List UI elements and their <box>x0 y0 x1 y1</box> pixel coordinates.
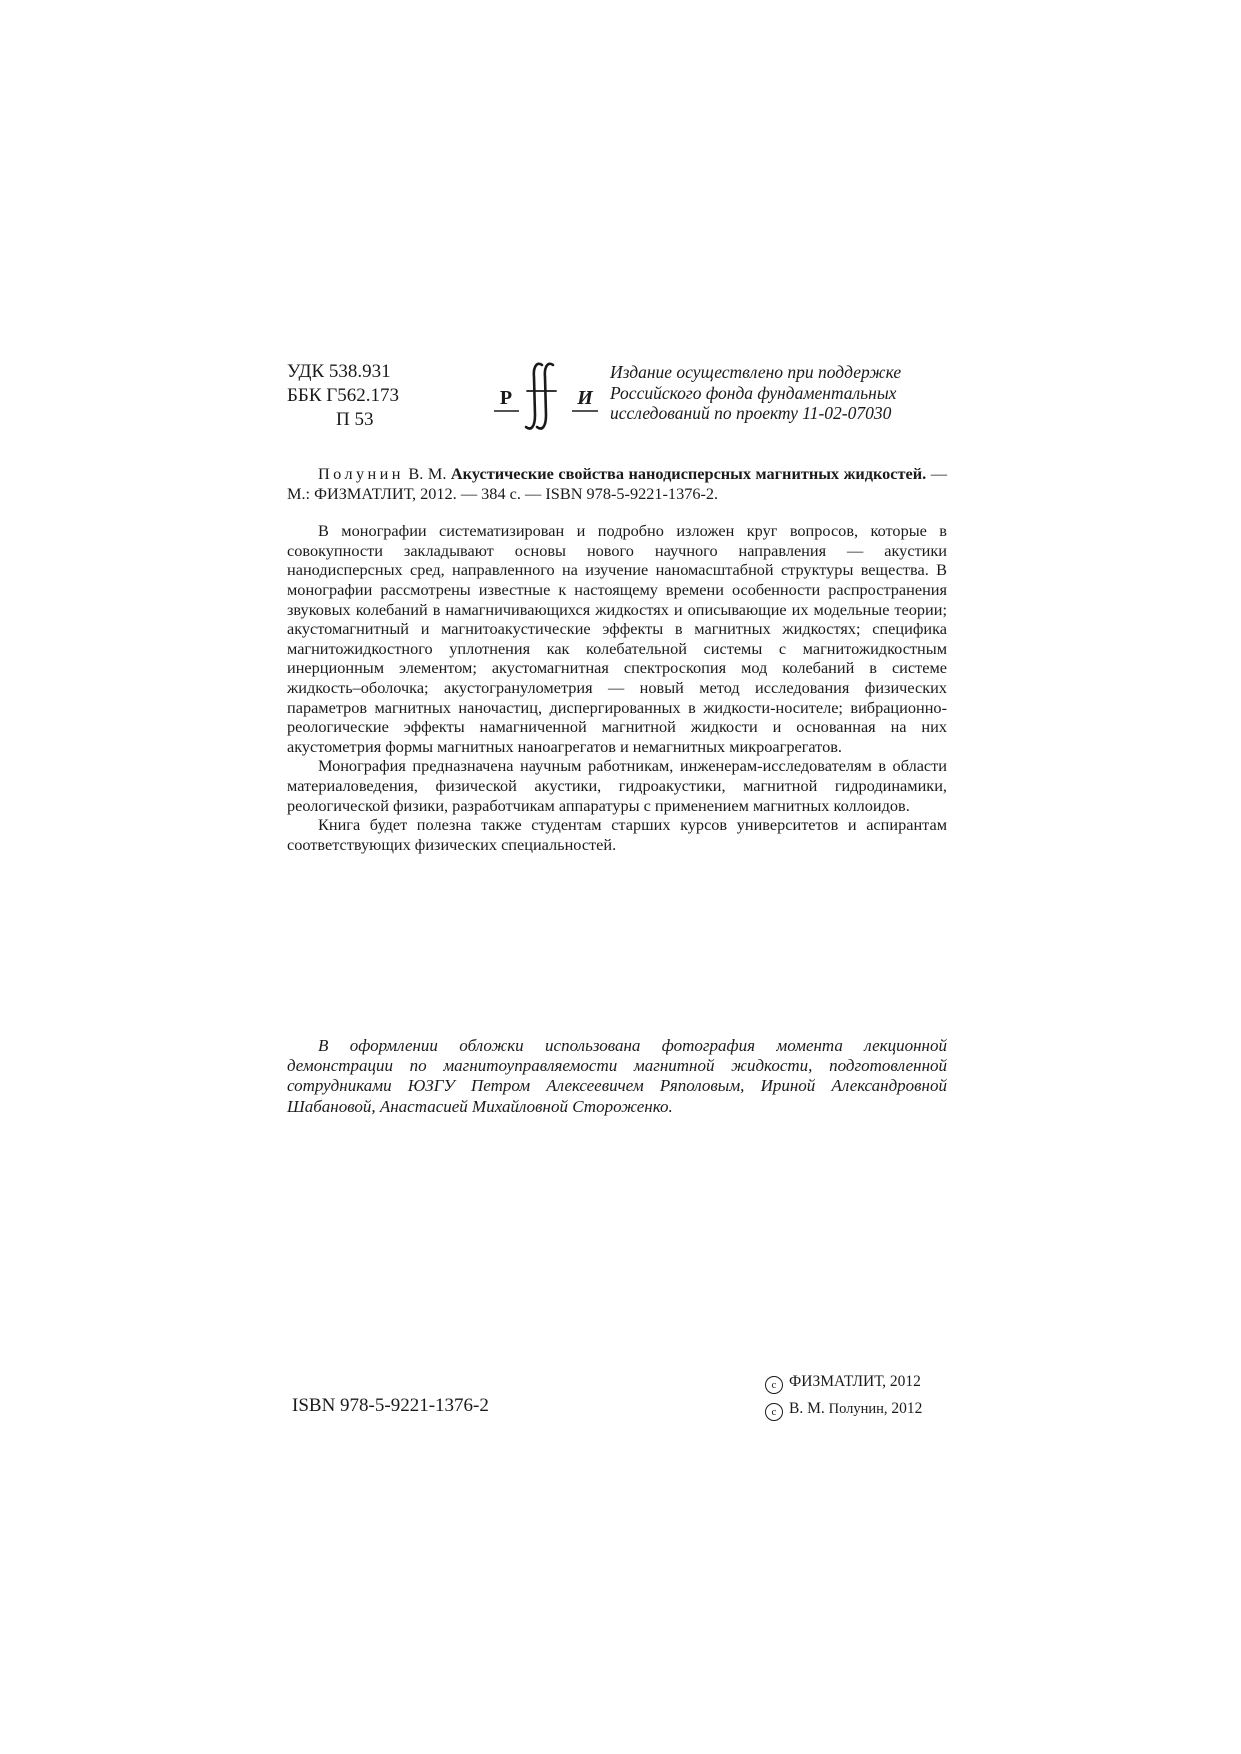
abstract-paragraph: Монография предназначена научным работникам, инженерам-исследователям в области материаловедения, физической акустики, гидроакустики, магнитной гидродинамики, реологической физики, разработчикам аппаратуры с применением магнитных коллоидов. <box>287 756 947 815</box>
udc-code: УДК 538.931 <box>287 361 391 382</box>
isbn: ISBN 978-5-9221-1376-2 <box>292 1395 489 1416</box>
spacer <box>287 503 947 521</box>
support-note-line: Издание осуществлено при поддержке <box>610 362 902 382</box>
copyright-author-year: 2012 <box>891 1400 923 1417</box>
support-note <box>610 362 950 424</box>
logo-ff-glyph <box>526 364 556 429</box>
support-note-line: исследований по проекту 11-02-07030 <box>610 403 892 423</box>
bbk-code: ББК Г562.173 <box>287 385 399 406</box>
copyright-author-initials: В. М. <box>789 1400 825 1417</box>
abstract-paragraph: Книга будет полезна также студентам старших курсов университетов и аспирантам соответствующих физических специальностей. <box>287 815 947 854</box>
bibliographic-record <box>287 464 947 503</box>
logo-letter-i: И <box>577 387 593 409</box>
book-title: Акустические свойства нанодисперсных магнитных жидкостей. <box>450 464 927 483</box>
copyright-icon: c <box>765 1403 783 1421</box>
copyright-icon: c <box>765 1376 783 1394</box>
author-initials: В. М. <box>408 464 447 483</box>
copyright-publisher: ФИЗМАТЛИТ, 2012 <box>789 1373 921 1390</box>
author-mark: П 53 <box>336 409 374 430</box>
author-name: Полунин <box>318 464 404 483</box>
abstract-paragraph: В монографии систематизирован и подробно изложен круг вопросов, которые в совокупности закладывают основы нового научного направления — акустики нанодисперсных сред, направленного на изучение наномасштабной структуры вещества. В монографии рассмотрены известные к настоящему времени особенности распространения звуковых колебаний в намагничивающихся жидкостях и описывающие их модельные теории; акустомагнитный и магнитоакустические эффекты в магнитных жидкостях; специфика магнитожидкостного уплотнения как колебательной системы с магнитожидкостным инерционным элементом; акустомагнитная спектроскопия мод колебаний в системе жидкость–оболочка; акустогранулометрия — новый метод исследования физических параметров магнитных наночастиц, диспергированных в жидкости-носителе; вибрационно-реологические эффекты намагниченной магнитной жидкости и основанная на них акустометрия формы магнитных наноагрегатов и немагнитных микроагрегатов. <box>287 521 947 756</box>
imprint: — М.: ФИЗМАТЛИТ, 2012. — 384 с. — ISBN 978-5-9221-1376-2. <box>287 464 947 503</box>
cover-note: В оформлении обложки использована фотография момента лекционной демонстрации по магнитоуправляемости магнитной жидкости, подготовленной сотрудниками ЮЗГУ Петром Алексеевичем Ряполовым, Ириной Александровной Шабановой, Анастасией Михайловной Стороженко. <box>287 1036 947 1116</box>
copyright-author-name: Полунин, <box>828 1401 888 1417</box>
support-note-line: Российского фонда фундаментальных <box>610 382 897 403</box>
rffi-logo <box>490 359 602 433</box>
copyright-publisher-line <box>765 1368 922 1395</box>
copyright-author-line <box>765 1395 922 1423</box>
classification-block <box>287 360 399 432</box>
logo-letter-r: Р <box>499 387 513 409</box>
main-text <box>287 464 947 854</box>
copyright-block <box>765 1368 922 1423</box>
